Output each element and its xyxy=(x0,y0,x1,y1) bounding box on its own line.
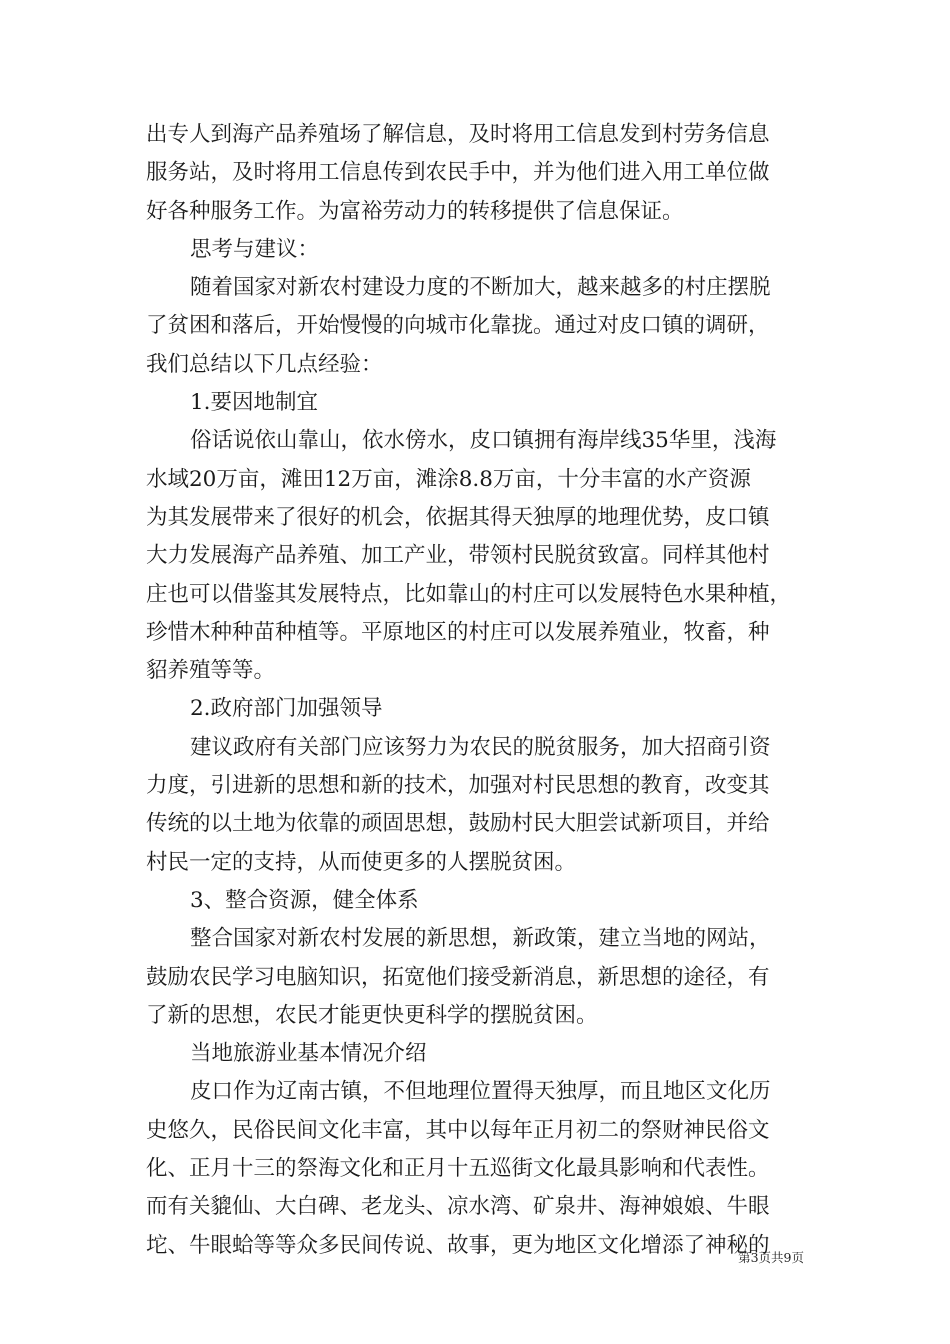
text-line: 鼓励农民学习电脑知识，拓宽他们接受新消息，新思想的途径，有 xyxy=(146,964,770,990)
text-line: 大力发展海产品养殖、加工产业，带领村民脱贫致富。同样其他村 xyxy=(146,543,770,569)
text-line: 珍惜木种种苗种植等。平原地区的村庄可以发展养殖业，牧畜，种 xyxy=(146,619,770,645)
text-line: 皮口作为辽南古镇，不但地理位置得天独厚，而且地区文化历 xyxy=(190,1079,771,1105)
text-line: 整合国家对新农村发展的新思想，新政策，建立当地的网站， xyxy=(190,926,771,952)
text-line: 了新的思想，农民才能更快更科学的摆脱贫困。 xyxy=(146,1002,598,1028)
text-line: 传统的以土地为依靠的顽固思想，鼓励村民大胆尝试新项目，并给 xyxy=(146,811,770,837)
subheading-3: 3、整合资源，健全体系 xyxy=(190,887,419,913)
text-line: 俗话说依山靠山，依水傍水，皮口镇拥有海岸线35华里，浅海 xyxy=(190,428,777,454)
text-line: 史悠久，民俗民间文化丰富，其中以每年正月初二的祭财神民俗文 xyxy=(146,1117,770,1143)
subheading-1: 1.要因地制宜 xyxy=(190,390,319,416)
text-line: 好各种服务工作。为富裕劳动力的转移提供了信息保证。 xyxy=(146,198,684,224)
text-line: 水域20万亩，滩田12万亩，滩涂8.8万亩，十分丰富的水产资源 xyxy=(146,466,751,492)
text-line: 力度，引进新的思想和新的技术，加强对村民思想的教育，改变其 xyxy=(146,773,770,799)
text-line: 服务站，及时将用工信息传到农民手中，并为他们进入用工单位做 xyxy=(146,160,770,186)
text-line: 为其发展带来了很好的机会，依据其得天独厚的地理优势，皮口镇 xyxy=(146,504,770,530)
page-number: 第3页共9页 xyxy=(738,1250,804,1265)
text-line: 而有关貔仙、大白碑、老龙头、凉水湾、矿泉井、海神娘娘、牛眼 xyxy=(146,1194,770,1220)
text-line: 我们总结以下几点经验： xyxy=(146,351,383,377)
text-line: 貂养殖等等。 xyxy=(146,658,276,684)
text-line: 随着国家对新农村建设力度的不断加大，越来越多的村庄摆脱 xyxy=(190,275,771,301)
document-body xyxy=(146,116,816,1265)
text-line: 化、正月十三的祭海文化和正月十五巡街文化最具影响和代表性。 xyxy=(146,1156,770,1182)
section-heading-thoughts: 思考与建议： xyxy=(190,236,320,262)
text-line: 了贫困和落后，开始慢慢的向城市化靠拢。通过对皮口镇的调研， xyxy=(146,313,770,339)
text-line: 村民一定的支持，从而使更多的人摆脱贫困。 xyxy=(146,849,577,875)
text-line: 出专人到海产品养殖场了解信息，及时将用工信息发到村劳务信息 xyxy=(146,122,770,147)
text-line: 庄也可以借鉴其发展特点，比如靠山的村庄可以发展特色水果种植， xyxy=(146,581,792,607)
text-line: 建议政府有关部门应该努力为农民的脱贫服务，加大招商引资 xyxy=(190,734,771,760)
text-line: 坨、牛眼蛤等等众多民间传说、故事，更为地区文化增添了神秘的 xyxy=(146,1232,770,1258)
section-heading-tourism: 当地旅游业基本情况介绍 xyxy=(190,1041,427,1067)
subheading-2: 2.政府部门加强领导 xyxy=(190,696,383,722)
